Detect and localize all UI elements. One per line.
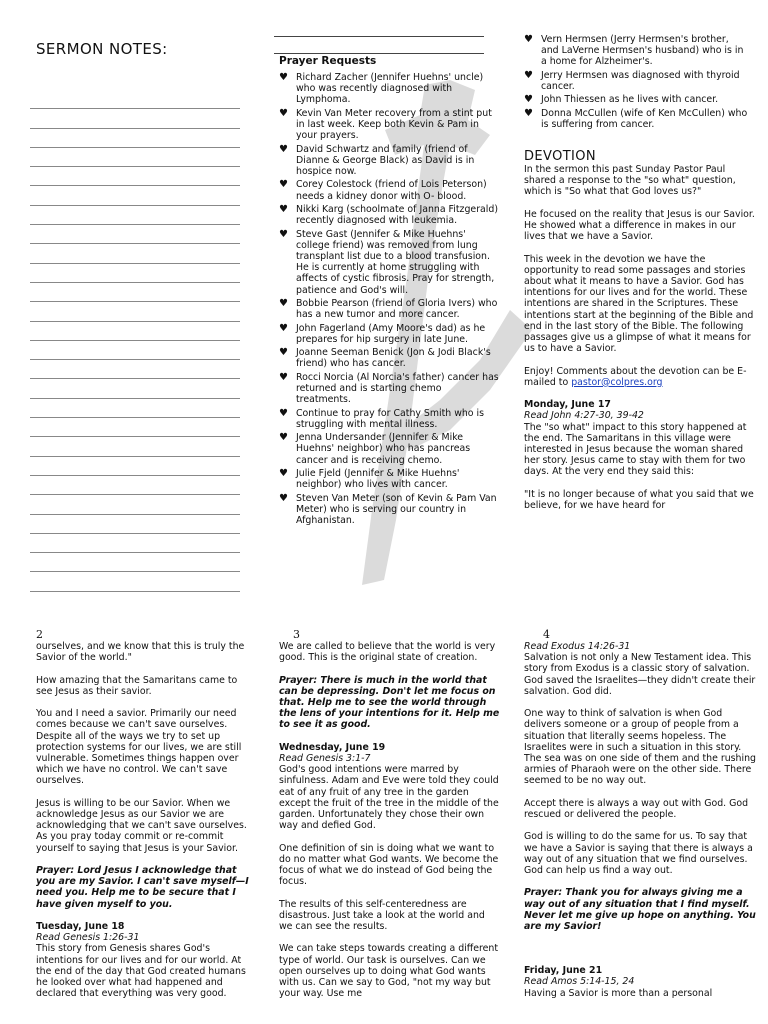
page-number: 2 [36, 628, 43, 641]
heart-bullet-icon: ♥ [524, 94, 533, 106]
monday-heading: Monday, June 17 [524, 399, 611, 411]
devotion-paragraph: This week in the devotion we have the opportunity to read some passages and stories about what it means to have a Savior. God has intentions for our lives and for the world. These intentions are shared in the Scriptures. These intentions start at the beginning of the Bible and end in the last story of the Bible. The following passages give us a glimpse of what it means for us to have a Savior. [524, 253, 754, 355]
prayer-request-text: Continue to pray for Cathy Smith who is struggling with mental illness. [296, 407, 485, 430]
prayer-request-item [524, 94, 749, 105]
body-paragraph: ourselves, and we know that this is truly the Savior of the world." [36, 641, 245, 664]
prayer-request-item [279, 347, 499, 369]
note-line [30, 225, 240, 244]
prayer-request-item [524, 70, 749, 92]
prayer-request-text: Corey Colestock (friend of Lois Peterson) needs a kidney donor with O- blood. [296, 179, 487, 202]
body-paragraph: We can take steps towards creating a different type of world. Our task is ourselves. Can we open ourselves up to doing what God wants with us. Can we say to God, "not my way but your way. Use me [279, 943, 499, 1000]
page-number: 3 [293, 628, 300, 641]
prayer-request-text: Donna McCullen (wife of Ken McCullen) who is suffering from cancer. [541, 107, 748, 130]
note-line [30, 379, 240, 398]
prayer-request-text: Bobbie Pearson (friend of Gloria Ivers) who has a new tumor and more cancer. [296, 297, 498, 321]
note-line [30, 572, 240, 591]
friday-reading: Read Amos 5:14-15, 24 [524, 976, 635, 988]
note-line [30, 515, 240, 534]
prayer-request-text: John Fagerland (Amy Moore's dad) as he prepares for hip surgery in late June. [296, 322, 486, 345]
heart-bullet-icon: ♥ [279, 228, 288, 240]
devotion-body [524, 164, 756, 522]
note-line [30, 360, 240, 379]
prayer-requests-list [279, 72, 499, 528]
tuesday-reading: Read Genesis 1:26-31 [36, 932, 140, 944]
prayer-request-item [279, 204, 499, 226]
prayer-request-text: Julie Fjeld (Jennifer & Mike Huehns' neighbor) who lives with cancer. [296, 467, 460, 491]
prayer-request-item [279, 298, 499, 320]
prayer-request-item [279, 72, 499, 106]
heart-bullet-icon: ♥ [279, 143, 288, 155]
page-2-column [36, 641, 254, 999]
email-link[interactable]: pastor@colpres.org [571, 376, 663, 388]
prayer-request-item [279, 432, 499, 466]
note-line [30, 90, 240, 109]
body-paragraph: How amazing that the Samaritans came to see Jesus as their savior. [36, 674, 238, 697]
body-paragraph: Accept there is always a way out with God. God rescued or delivered the people. [524, 797, 749, 821]
divider-line [274, 36, 484, 37]
note-line [30, 148, 240, 167]
note-line [30, 534, 240, 553]
heart-bullet-icon: ♥ [279, 371, 288, 383]
devotion-paragraph: He focused on the reality that Jesus is our Savior. He showed what a difference in makes in our lives that we have a Savior. [524, 208, 755, 243]
prayer-request-item [279, 372, 499, 406]
body-paragraph: This story from Genesis shares God's intentions for our lives and for our world. At the end of the day that God created humans he looked over what had happened and declared that everything was very good. [36, 943, 246, 1000]
prayer-request-text: Vern Hermsen (Jerry Hermsen's brother, and LaVerne Hermsen's husband) who is in a home for Alzheimer's. [541, 34, 744, 68]
prayer-requests-list-continued [524, 34, 749, 132]
body-paragraph: God is willing to do the same for us. To say that we have a Savior is saying that there is always a way out of any situation that we find ourselves. God can help us find a way out. [524, 831, 753, 877]
prayer-request-text: Joanne Seeman Benick (Jon & Jodi Black's friend) who has cancer. [296, 347, 491, 370]
page-number: 4 [543, 628, 550, 641]
body-paragraph: Salvation is not only a New Testament idea. This story from Exodus is a classic story of salvation. God saved the Israelites—they didn't create their salvation. God did. [524, 652, 756, 697]
wednesday-reading: Read Genesis 3:1-7 [279, 753, 371, 764]
prayer-request-text: Richard Zacher (Jennifer Huehns' uncle) who was recently diagnosed with Lymphoma. [296, 72, 484, 106]
devotion-paragraph: "It is no longer because of what you said that we believe, for we have heard for [524, 488, 754, 512]
note-line [30, 553, 240, 572]
heart-bullet-icon: ♥ [279, 203, 288, 215]
contact-text: Enjoy! Comments about the devotion can be E-mailed to [524, 365, 747, 388]
note-line [30, 341, 240, 360]
prayer-request-item [279, 179, 499, 201]
prayer-request-text: Jerry Hermsen was diagnosed with thyroid cancer. [541, 69, 740, 92]
note-line [30, 283, 240, 302]
heart-bullet-icon: ♥ [279, 407, 288, 419]
heart-bullet-icon: ♥ [279, 297, 288, 309]
devotion-paragraph: The "so what" impact to this story happened at the end. The Samaritans in this village were interested in Jesus because the woman shared her story. Jesus came to stay with them for two days. At the very end they said this: [524, 421, 747, 478]
tuesday-heading: Tuesday, June 18 [36, 921, 125, 932]
devotion-contact [524, 366, 756, 388]
prayer-request-item [279, 144, 499, 178]
prayer-request-item [279, 229, 499, 296]
note-line [30, 186, 240, 205]
prayer-request-item [279, 493, 499, 527]
heart-bullet-icon: ♥ [279, 107, 288, 119]
note-line [30, 167, 240, 186]
prayer-request-text: Steve Gast (Jennifer & Mike Huehns' college friend) was removed from lung transplant list due to a blood transfusion. He is currently at home struggling with affects of cystic fibrosis. Pray for strength, patience and God's will. [296, 228, 495, 296]
note-line [30, 206, 240, 225]
heart-bullet-icon: ♥ [279, 347, 288, 359]
body-paragraph: One way to think of salvation is when God delivers someone or a group of people from a situation that literally seems hopeless. The Israelites were in such a situation in this story. The sea was on one side of them and the rushing armies of Pharaoh were on the other side. There seemed to be no way out. [524, 708, 756, 787]
prayer-request-item [524, 108, 749, 130]
heart-bullet-icon: ♥ [279, 179, 288, 191]
wednesday-heading: Wednesday, June 19 [279, 741, 386, 753]
prayer-request-item [279, 468, 499, 490]
page-3-column [279, 641, 501, 999]
body-paragraph: The results of this self-centeredness are disastrous. Just take a look at the world and we can see the results. [279, 898, 485, 933]
note-line [30, 322, 240, 341]
note-line [30, 109, 240, 128]
sermon-notes-lines [30, 90, 240, 592]
body-paragraph: We are called to believe that the world is very good. This is the original state of creation. [279, 641, 496, 664]
devotion-title: DEVOTION [524, 149, 597, 164]
note-line [30, 437, 240, 456]
heart-bullet-icon: ♥ [279, 492, 288, 504]
prayer-request-item [524, 34, 749, 68]
prayer-request-text: Rocci Norcia (Al Norcia's father) cancer has returned and is starting chemo treatments. [296, 371, 499, 406]
sermon-notes-title: SERMON NOTES: [36, 40, 168, 58]
body-paragraph: You and I need a savior. Primarily our need comes because we can't save ourselves. Despite all of the ways we try to set up protection systems for our lives, we are still vulnerable. Sometimes things happen over which we have no control. We can't save ourselves. [36, 708, 242, 787]
note-line [30, 457, 240, 476]
friday-heading: Friday, June 21 [524, 965, 603, 977]
note-line [30, 264, 240, 283]
prayer-paragraph: Prayer: Lord Jesus I acknowledge that you are my Savior. I can't save myself—I need you. Help me to be secure that I have given myself to you. [36, 865, 249, 910]
prayer-paragraph: Prayer: There is much in the world that can be depressing. Don't let me focus on that. Help me to see the world through the lens of your intentions for it. Help me to see it as good. [279, 674, 500, 731]
prayer-request-text: David Schwartz and family (friend of Dianne & George Black) as David is in hospice now. [296, 143, 475, 177]
heart-bullet-icon: ♥ [279, 432, 288, 444]
prayer-request-text: Nikki Karg (schoolmate of Janna Fitzgerald) recently diagnosed with leukemia. [296, 203, 499, 227]
body-paragraph: One definition of sin is doing what we want to do no matter what God wants. We become the focus of what we do instead of God being the focus. [279, 842, 499, 888]
prayer-requests-title: Prayer Requests [279, 55, 377, 67]
page-4-column [524, 641, 756, 999]
heart-bullet-icon: ♥ [279, 467, 288, 479]
monday-reading: Read John 4:27-30, 39-42 [524, 410, 644, 422]
heart-bullet-icon: ♥ [524, 69, 533, 81]
note-line [30, 399, 240, 418]
heart-bullet-icon: ♥ [279, 72, 288, 83]
note-line [30, 476, 240, 495]
note-line [30, 302, 240, 321]
prayer-request-text: Kevin Van Meter recovery from a stint put in last week. Keep both Kevin & Pam in your prayers. [296, 107, 492, 142]
prayer-request-item [279, 108, 499, 142]
prayer-request-item [279, 408, 499, 430]
devotion-paragraph: In the sermon this past Sunday Pastor Paul shared a response to the "so what" question, which is "So what that God loves us?" [524, 164, 736, 198]
prayer-paragraph: Prayer: Thank you for always giving me a way out of any situation that I find myself. Never let me give up hope on anything. You are my Savior! [524, 887, 756, 933]
heart-bullet-icon: ♥ [524, 107, 533, 119]
heart-bullet-icon: ♥ [279, 322, 288, 334]
prayer-request-text: John Thiessen as he lives with cancer. [541, 94, 719, 106]
prayer-request-text: Steven Van Meter (son of Kevin & Pam Van Meter) who is serving our country in Afghanistan. [296, 492, 497, 526]
note-line [30, 495, 240, 514]
divider-line [274, 53, 484, 54]
prayer-request-text: Jenna Undersander (Jennifer & Mike Huehns' neighbor) who has pancreas cancer and is receiving chemo. [296, 432, 471, 466]
note-line [30, 244, 240, 263]
body-paragraph: Having a Savior is more than a personal [524, 987, 713, 999]
note-line [30, 418, 240, 437]
prayer-request-item [279, 323, 499, 345]
note-line [30, 129, 240, 148]
body-paragraph: God's good intentions were marred by sinfulness. Adam and Eve were told they could eat of any fruit of any tree in the garden except the fruit of the tree in the middle of the garden. Unfortunately they chose their own way and defied God. [279, 764, 499, 832]
thursday-reading: Read Exodus 14:26-31 [524, 641, 631, 652]
heart-bullet-icon: ♥ [524, 34, 533, 45]
body-paragraph: Jesus is willing to be our Savior. When we acknowledge Jesus as our Savior we are acknowledging that we can't save ourselves. As you pray today commit or re-commit yourself to saying that Jesus is your Savior. [36, 797, 247, 854]
